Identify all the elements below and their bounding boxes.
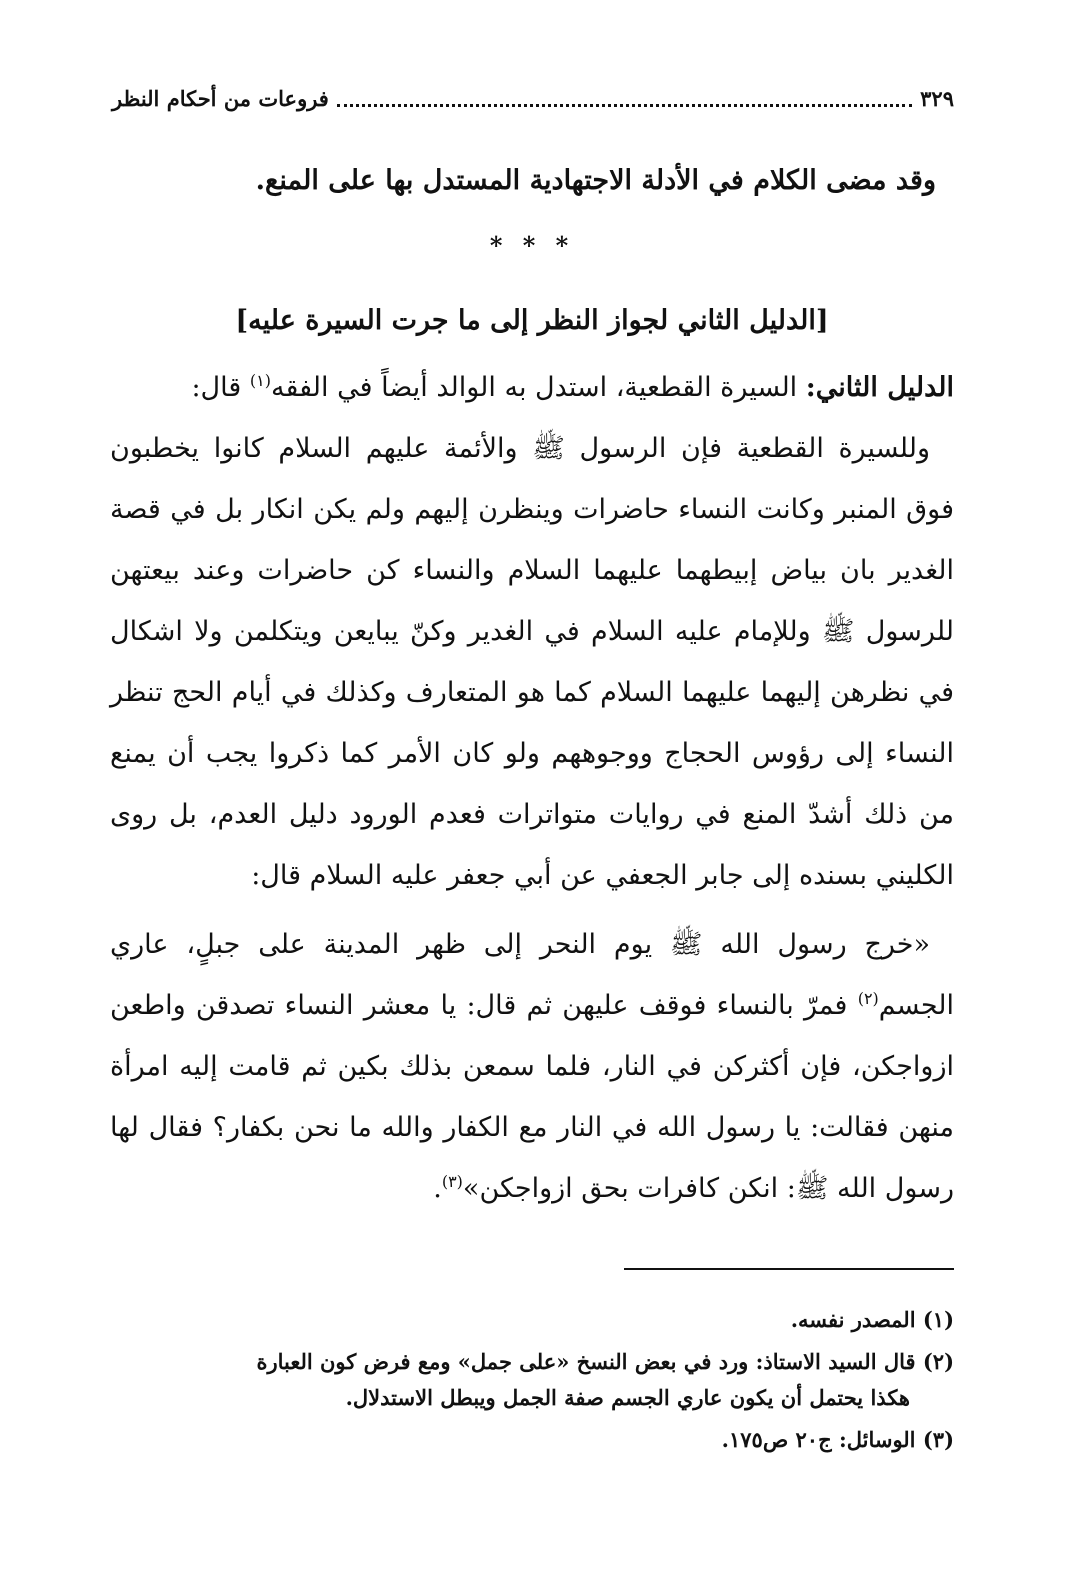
footnote-2-text: ورد في بعض النسخ «على جمل» ومع فرض كون العبارة (256, 1349, 749, 1374)
evidence-label: الدليل الثاني: (805, 372, 954, 403)
footnote-2 (110, 1344, 954, 1416)
hadith-part-b: فمرّ بالنساء فوقف عليهن ثم قال: يا معشر النساء تصدقن واطعن ازواجكن، فإن أكثركن في النار، فلما سمعن بذلك بكين ثم قامت إليه امرأة منهن فقالت: يا رسول الله في النار مع الكفار والله ما نحن بكفار؟ فقال لها رسول الله ﷺ: انكن كافرات بحق ازواجكن» (110, 990, 954, 1204)
section-title: [الدليل الثاني لجواز النظر إلى ما جرت السيرة عليه] (235, 305, 829, 336)
footnotes (110, 1302, 954, 1464)
footnote-ref-1[interactable]: (١) (249, 371, 271, 390)
header-dot-leader (337, 102, 912, 107)
footnote-ref-3[interactable]: (٣) (441, 1172, 463, 1191)
paragraph-hadith (110, 914, 954, 1219)
hadith-part-a: «خرج رسول الله ﷺ يوم النحر إلى ظهر المدينة على جبلٍ، عاري الجسم (110, 929, 954, 1021)
footnote-ref-2[interactable]: (٢) (857, 989, 879, 1008)
section-separator: * * * (489, 231, 575, 260)
hadith-end: . (433, 1173, 442, 1204)
running-title: فروعات من أحكام النظر (112, 85, 329, 111)
page-number: ٣٢٩ (920, 85, 954, 111)
footnote-2-continued: هكذا يحتمل أن يكون عاري الجسم صفة الجمل ويبطل الاستدلال. (345, 1385, 910, 1410)
evidence-text: السيرة القطعية، استدل به الوالد أيضاً في الفقه (270, 372, 798, 403)
intro-line: وقد مضى الكلام في الأدلة الاجتهادية المستدل بها على المنع. (255, 165, 936, 196)
page-header (112, 78, 954, 118)
footnote-1: (١) المصدر نفسه. (790, 1307, 954, 1332)
footnote-3: (٣) الوسائل: ج٢٠ ص١٧٥. (721, 1427, 954, 1452)
footnote-separator (624, 1268, 954, 1270)
paragraph-sira: وللسيرة القطعية فإن الرسول ﷺ والأئمة عليهم السلام كانوا يخطبون فوق المنبر وكانت النساء حاضرات وينظرن إليهم ولم يكن انكار بل في قصة الغدير بان بياض إبيطهما عليهما السلام والنساء كن حاضرات وعند بيعتهن للرسول ﷺ وللإمام عليه السلام في الغدير وكنّ يبايعن ويتكلمن ولا اشكال في نظرهن إليهما عليهما السلام كما هو المتعارف وكذلك في أيام الحج تنظر النساء إلى رؤوس الحجاج ووجوههم ولو كان الأمر كما ذكروا يجب أن يمنع من ذلك أشدّ المنع في روايات متواترات فعدم الورود دليل العدم، بل روى الكليني بسنده إلى جابر الجعفي عن أبي جعفر عليه السلام قال: (110, 433, 954, 891)
main-text (110, 150, 954, 1219)
footnote-2-label: (٢) قال السيد الاستاذ: (755, 1349, 954, 1374)
evidence-end: قال: (191, 372, 242, 403)
paragraph-evidence (110, 357, 954, 418)
